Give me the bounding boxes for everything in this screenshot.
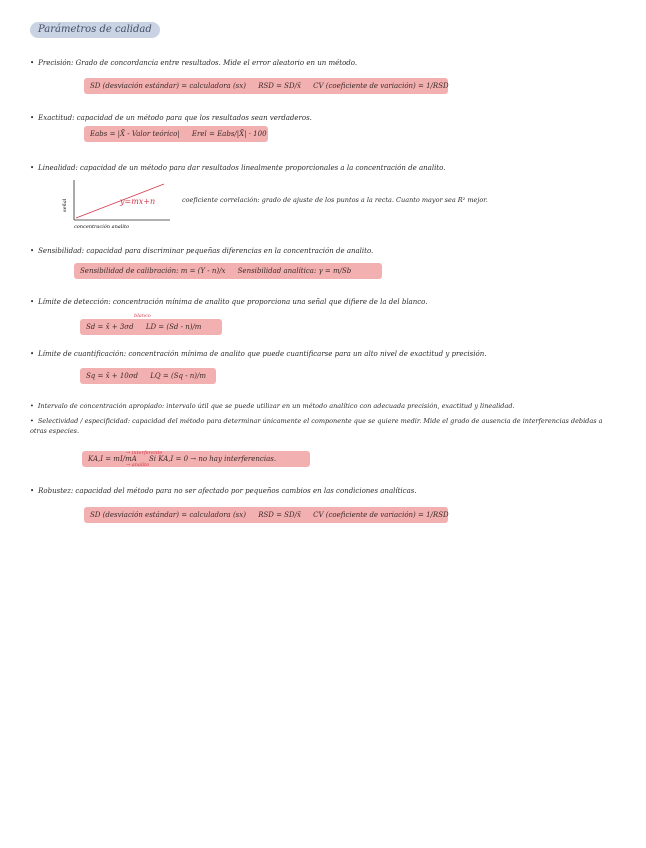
analyte-note: → analito bbox=[126, 462, 150, 468]
formula-box-sensibilidad: Sensibilidad de calibración: m = (Y - n)/x Sensibilidad analítica: γ = m/Sb bbox=[74, 263, 382, 279]
bullet-robustez: • Robustez: capacidad del método para no ser afectado por pequeños cambios en las condiciones analíticas. bbox=[30, 487, 417, 495]
formula-box-robustez: SD (desviación estándar) = calculadora (sx) RSD = SD/x̄ CV (coeficiente de variación) = 1/RSD bbox=[84, 507, 448, 523]
bullet-sensibilidad: • Sensibilidad: capacidad para discriminar pequeñas diferencias en la concentración de analito. bbox=[30, 247, 374, 255]
bullet-intervalo: • Intervalo de concentración apropiado: intervalo útil que se puede utilizar en un método analítico con adecuada precisión, exactitud y linealidad. bbox=[30, 402, 515, 410]
bullet-precision: • Precisión: Grado de concordancia entre resultados. Mide el error aleatorio en un método. bbox=[30, 59, 358, 67]
linearity-graph bbox=[60, 178, 180, 230]
blank-superscript: blanco bbox=[134, 313, 151, 319]
graph-equation: y=mx+n bbox=[120, 197, 156, 206]
bullet-linealidad: • Linealidad: capacidad de un método para dar resultados linealmente proporcionales a la concentración de analito. bbox=[30, 164, 446, 172]
bullet-exactitud: • Exactitud: capacidad de un método para que los resultados sean verdaderos. bbox=[30, 114, 312, 122]
formula-box-exactitud: Eabs = |X̄ - Valor teórico| Erel = Eabs/|X̄| · 100 bbox=[84, 126, 268, 142]
graph-y-label: señal bbox=[62, 198, 68, 212]
page-title: Parámetros de calidad bbox=[30, 22, 160, 38]
graph-x-label: concentración analito bbox=[74, 224, 130, 230]
formula-box-precision: SD (desviación estándar) = calculadora (sx) RSD = SD/x̄ CV (coeficiente de variación) = 1/RSD bbox=[84, 78, 448, 94]
formula-box-deteccion: Sd = x̄ + 3σd LD = (Sd - n)/m bbox=[80, 319, 222, 335]
bullet-deteccion: • Límite de detección: concentración mínima de analito que proporciona una señal que difiere de la del blanco. bbox=[30, 298, 428, 306]
correlation-note: coeficiente correlación: grado de ajuste de los puntos a la recta. Cuanto mayor sea R² mejor. bbox=[182, 196, 488, 204]
bullet-cuantificacion: • Límite de cuantificación: concentración mínima de analito que puede cuantificarse para un alto nivel de exactitud y precisión. bbox=[30, 350, 487, 358]
formula-box-selectividad: KA,I = mI/mA Si KA,I = 0 → no hay interferencias. bbox=[82, 451, 310, 467]
interferent-note: → interferente bbox=[126, 450, 163, 456]
bullet-selectividad: • Selectividad / especificidad: capacidad del método para determinar únicamente el componente que se quiere medir. Mide el grado de ausencia de interferencias debidas a otras especies. bbox=[30, 417, 603, 435]
formula-box-cuantificacion: Sq = x̄ + 10σd LQ = (Sq - n)/m bbox=[80, 368, 216, 384]
